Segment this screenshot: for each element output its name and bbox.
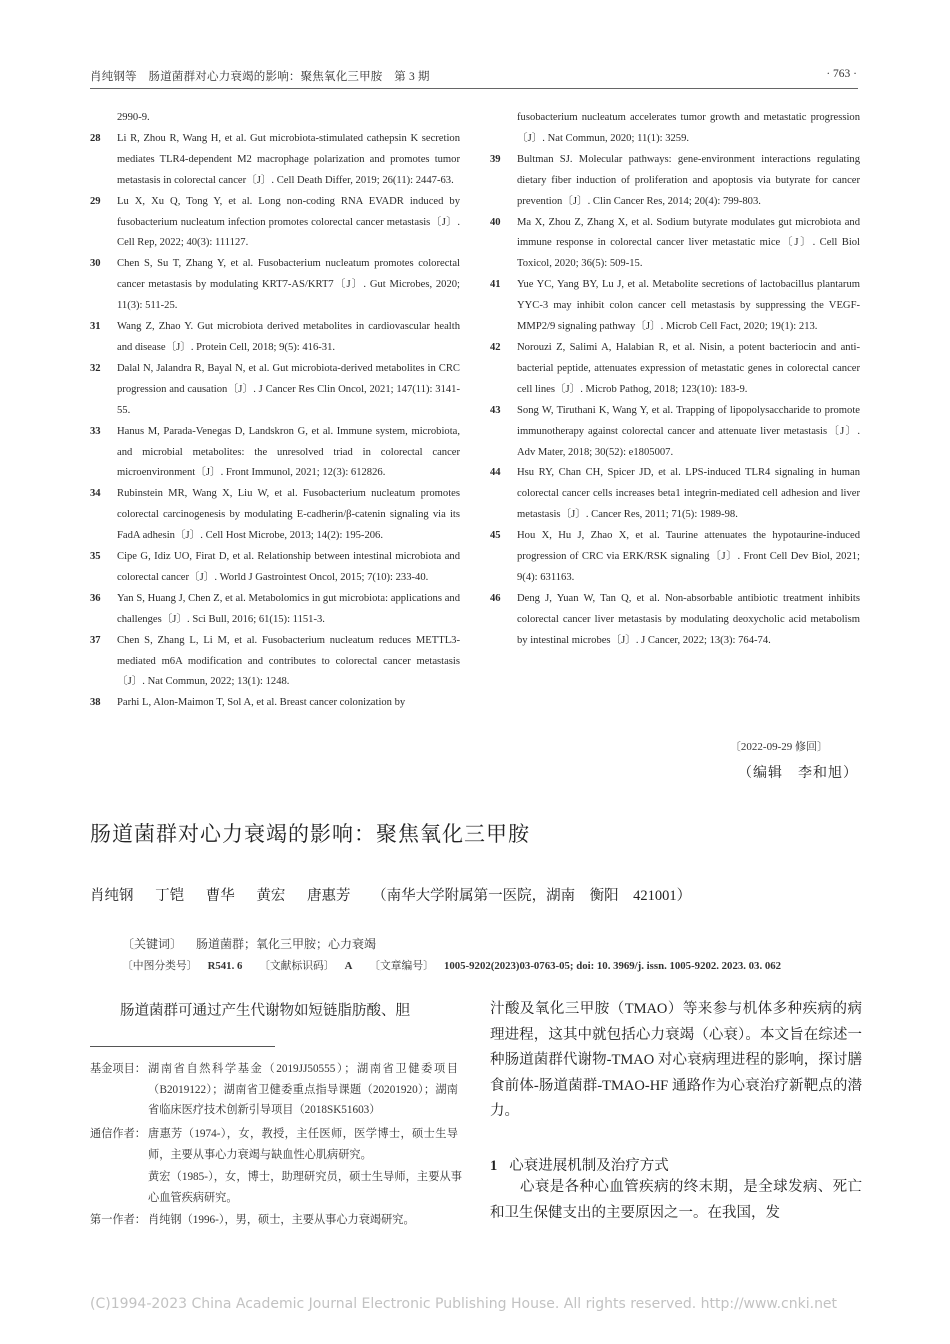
footnote-correspondence-2: 黄宏（1985-），女，博士，助理研究员，硕士生导师，主要从事心血管疾病研究。: [148, 1171, 462, 1204]
body-paragraph-left: 肠道菌群可通过产生代谢物如短链脂肪酸、胆: [120, 1003, 410, 1019]
reference-text: Hanus M, Parada-Venegas D, Landskron G, et al. Immune system, microbiota, and microbial metabolites: the unresolved triad in colorectal cancer microenvironment〔J〕. Front Immunol, 2021; 12(3): 612826.: [117, 425, 460, 479]
reference-number: 34: [90, 488, 101, 500]
references-right-column: [490, 108, 860, 652]
header-rule: [90, 88, 858, 89]
reference-text: Dalal N, Jalandra R, Bayal N, et al. Gut microbiota-derived metabolites in CRC progression and causation〔J〕. J Cancer Res Clin Oncol, 2021; 147(11): 3141-55.: [117, 362, 460, 416]
doc-code-label: 〔文献标识码〕: [259, 960, 335, 972]
reference-item: [90, 254, 460, 317]
keywords-label: 〔关键词〕: [122, 937, 183, 951]
running-header-left: 肖纯钢等 肠道菌群对心力衰竭的影响：聚焦氧化三甲胺 第 3 期: [90, 71, 430, 83]
reference-number: 31: [90, 321, 101, 333]
copyright-watermark: (C)1994-2023 China Academic Journal Electronic Publishing House. All rights reserved. http://www.cnki.net: [90, 1296, 838, 1312]
reference-text: Hsu RY, Chan CH, Spicer JD, et al. LPS-induced TLR4 signaling in human colorectal cancer cells increases beta1 integrin-mediated cell adhesion and liver metastasis〔J〕. Cancer Res, 2011; 71(5): 1989-98.: [517, 467, 860, 521]
reference-item: [490, 213, 860, 276]
reference-item: [90, 129, 460, 192]
reference-number: 43: [490, 404, 501, 416]
reference-number: 46: [490, 592, 501, 604]
author-name: 曹华: [205, 888, 235, 904]
reference-item: [490, 526, 860, 589]
footnote-label: 第一作者：: [90, 1214, 146, 1226]
section-paragraph: 心衰是各种心血管疾病的终末期，是全球发病、死亡和卫生保健支出的主要原因之一。在我国，发: [490, 1179, 862, 1221]
reference-text: Song W, Tiruthani K, Wang Y, et al. Trapping of lipopolysaccharide to promote immunotherapy against colorectal cancer and attenuate liver metastasis〔J〕. Adv Mater, 2018; 30(52): e1805007.: [517, 404, 860, 458]
clc-label: 〔中图分类号〕: [122, 960, 198, 972]
author-name: 唐惠芳: [307, 888, 351, 904]
classification-line: [122, 958, 795, 973]
reference-number: 32: [90, 362, 101, 374]
reference-text: Bultman SJ. Molecular pathways: gene-environment interactions regulating dietary fiber induction of proliferation and apoptosis via butyrate for cancer prevention〔J〕. Clin Cancer Res, 2014; 20(4): 799-803.: [517, 153, 860, 207]
reference-text: Li R, Zhou R, Wang H, et al. Gut microbiota-stimulated cathepsin K secretion mediates TLR4-dependent M2 macrophage polarization and promotes tumor metastasis in colorectal cancer〔J〕. Cell Death Differ, 2019; 26(11): 2447-63.: [117, 132, 460, 186]
reference-item: [90, 693, 460, 714]
footnote-label: 通信作者：: [90, 1128, 146, 1140]
reference-text: Norouzi Z, Salimi A, Halabian R, et al. Nisin, a potent bacteriocin and anti-bacterial peptide, attenuates expression of metastatic genes in colorectal cancer cell lines〔J〕. Microb Pathog, 2018; 123(10): 183-9.: [517, 341, 860, 395]
reference-item: [490, 463, 860, 526]
footnote-text: 肖纯钢（1996-），男，硕士，主要从事心力衰竭研究。: [148, 1214, 415, 1226]
reference-item: [90, 484, 460, 547]
reference-number: 28: [90, 132, 101, 144]
reference-item: [90, 192, 460, 255]
clc-value: R541. 6: [207, 960, 243, 972]
reference-text: Yan S, Huang J, Chen Z, et al. Metabolomics in gut microbiota: applications and challenges〔J〕. Sci Bull, 2016; 61(15): 1151-3.: [117, 592, 460, 625]
author-line: [90, 884, 691, 905]
reference-text: Wang Z, Zhao Y. Gut microbiota derived metabolites in cardiovascular health and disease〔J〕. Protein Cell, 2018; 9(5): 416-31.: [117, 321, 460, 353]
section-heading: [490, 1154, 669, 1175]
footnote-label: 基金项目：: [90, 1063, 146, 1075]
reference-number: 36: [90, 592, 101, 604]
reference-item: [90, 547, 460, 589]
author-name: 丁铠: [155, 888, 185, 904]
reference-text: Yue YC, Yang BY, Lu J, et al. Metabolite secretions of lactobacillus plantarum YYC-3 may inhibit colon cancer cell metastasis by suppressing the VEGF-MMP2/9 signaling pathway〔J〕. Microb Cell Fact, 2020; 19(1): 213.: [517, 279, 860, 333]
article-title: 肠道菌群对心力衰竭的影响：聚焦氧化三甲胺: [90, 822, 530, 846]
reference-text: Cipe G, Idiz UO, Firat D, et al. Relationship between intestinal microbiota and colorectal cancer〔J〕. World J Gastrointest Oncol, 2015; 7(10): 233-40.: [117, 551, 460, 583]
reference-number: 42: [490, 341, 501, 353]
reference-item: [490, 275, 860, 338]
reference-number: 38: [90, 697, 101, 709]
reference-item: [90, 359, 460, 422]
article-no-label: 〔文章编号〕: [369, 960, 434, 972]
reference-continuation: fusobacterium nucleatum accelerates tumor growth and metastatic progression〔J〕. Nat Commun, 2020; 11(1): 3259.: [517, 112, 860, 144]
reference-item: [90, 422, 460, 485]
reference-text: Lu X, Xu Q, Tong Y, et al. Long non-coding RNA EVADR induced by fusobacterium nucleatum infection promotes colorectal cancer metastasis〔J〕. Cell Rep, 2022; 40(3): 111127.: [117, 195, 460, 249]
reference-number: 35: [90, 551, 101, 563]
section-title: 心衰进展机制及治疗方式: [509, 1158, 669, 1174]
reference-item: [490, 338, 860, 401]
footnote-text: 湖南省自然科学基金（2019JJ50555）；湖南省卫健委项目（B2019122）；湖南省卫健委重点指导课题（20201920）；湖南省临床医疗技术创新引导项目（2018SK51603）: [148, 1063, 458, 1116]
body-paragraph-right: 汁酸及氧化三甲胺（TMAO）等来参与机体多种疾病的病理进程，这其中就包括心力衰竭（心衰）。本文旨在综述一种肠道菌群代谢物-TMAO 对心衰病理进程的影响，探讨膳食前体-肠道菌群-TMAO-HF 通路作为心衰治疗新靶点的潜力。: [490, 1001, 862, 1119]
reference-item: [490, 589, 860, 652]
revision-date: 〔2022-09-29 修回〕: [729, 741, 828, 753]
footnote-correspondence: [90, 1124, 462, 1165]
reference-item: [490, 401, 860, 464]
reference-number: 41: [490, 279, 501, 291]
reference-number: 37: [90, 634, 101, 646]
footnote-rule: [90, 1046, 275, 1047]
keywords: [122, 935, 376, 952]
section-number: 1: [490, 1158, 498, 1174]
reference-text: Parhi L, Alon-Maimon T, Sol A, et al. Breast cancer colonization by: [117, 697, 406, 709]
reference-item: [90, 317, 460, 359]
reference-number: 44: [490, 467, 501, 479]
reference-number: 39: [490, 153, 501, 165]
reference-text: Deng J, Yuan W, Tan Q, et al. Non-absorbable antibiotic treatment inhibits colorectal cancer liver metastasis by modulating deoxycholic acid metabolism by intestinal microbes〔J〕. J Cancer, 2022; 13(3): 764-74.: [517, 592, 860, 646]
footnote-text: 唐惠芳（1974-），女，教授，主任医师，医学博士，硕士生导师，主要从事心力衰竭与缺血性心肌病研究。: [148, 1128, 458, 1161]
keywords-value: 肠道菌群；氧化三甲胺；心力衰竭: [196, 937, 377, 951]
author-name: 黄宏: [256, 888, 286, 904]
doc-code-value: A: [344, 960, 353, 972]
reference-continuation: 2990-9.: [117, 112, 150, 123]
author-name: 肖纯钢: [90, 888, 134, 904]
reference-item: [490, 150, 860, 213]
reference-text: Chen S, Su T, Zhang Y, et al. Fusobacterium nucleatum promotes colorectal cancer metastasis by modulating KRT7-AS/KRT7〔J〕. Gut Microbes, 2020; 11(3): 511-25.: [117, 258, 460, 312]
page-number: · 763 ·: [826, 68, 857, 80]
reference-text: Rubinstein MR, Wang X, Liu W, et al. Fusobacterium nucleatum promotes colorectal carcinogenesis by modulating E-cadherin/β-catenin signaling via its FadA adhesin〔J〕. Cell Host Microbe, 2013; 14(2): 195-206.: [117, 488, 460, 542]
reference-number: 40: [490, 216, 501, 228]
reference-text: Chen S, Zhang L, Li M, et al. Fusobacterium nucleatum reduces METTL3-mediated m6A modification and contributes to colorectal cancer metastasis〔J〕. Nat Commun, 2022; 13(1): 1248.: [117, 634, 460, 688]
editor-credit: （编辑 李和旭）: [738, 766, 858, 781]
reference-number: 30: [90, 258, 101, 270]
reference-number: 29: [90, 195, 101, 207]
reference-text: Ma X, Zhou Z, Zhang X, et al. Sodium butyrate modulates gut microbiota and immune response in colorectal cancer liver metastatic mice〔J〕. Cell Biol Toxicol, 2020; 36(5): 509-15.: [517, 216, 860, 270]
reference-item: [90, 589, 460, 631]
reference-number: 45: [490, 530, 501, 542]
reference-item: [90, 631, 460, 694]
reference-number: 33: [90, 425, 101, 437]
footnote-funding: [90, 1059, 462, 1121]
reference-text: Hou X, Hu J, Zhao X, et al. Taurine attenuates the hypotaurine-induced progression of CRC via ERK/RSK signaling〔J〕. Front Cell Dev Biol, 2021; 9(4): 631163.: [517, 530, 860, 583]
references-left-column: [90, 108, 460, 714]
affiliation: （南华大学附属第一医院，湖南 衡阳 421001）: [372, 888, 692, 904]
footnote-first-author: [90, 1210, 462, 1231]
article-no-value: 1005-9202(2023)03-0763-05; doi: 10. 3969/j. issn. 1005-9202. 2023. 03. 062: [443, 960, 782, 972]
